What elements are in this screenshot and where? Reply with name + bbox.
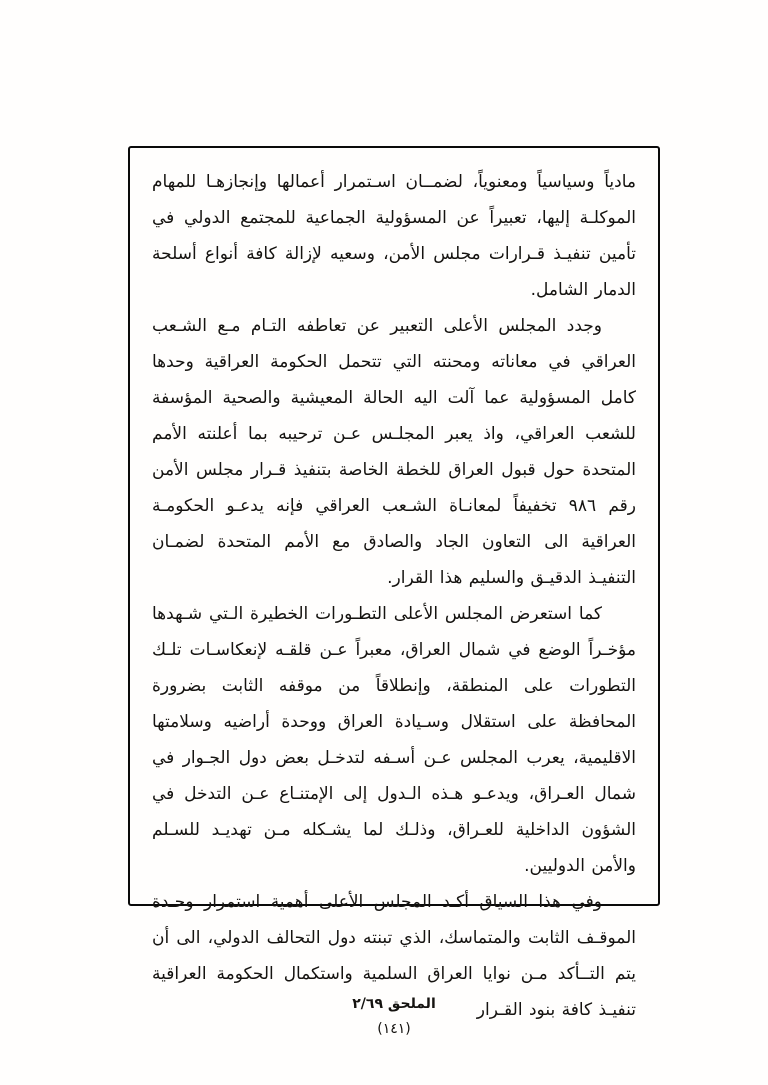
page-footer [128, 996, 660, 1037]
page-number: (١٤١) [377, 1021, 411, 1037]
paragraph-coalition-position: وفي هذا السياق أكـد المجلس الأعلى أهمية استمرار وحـدة الموقـف الثابت والمتماسك، الذي تبنته دول التحالف الدولي، الى أن يتم التــأكد مـن نوايا العراق السلمية واستكمال الحكومة العراقية تنفيـذ كافة بنود القـرار [152, 892, 636, 1020]
paragraph-continuation: مادياً وسياسياً ومعنوياً، لضمــان اسـتمرار أعمالها وإنجازهـا للمهام الموكلـة إليها، تعبيراً عن المسؤولية الجماعية للمجتمع الدولي في تأمين تنفيـذ قـرارات مجلس الأمن، وسعيه لإزالة كافة أنواع أسلحة الدمار الشامل. [152, 172, 636, 300]
paragraph-northern-iraq: كما استعرض المجلس الأعلى التطـورات الخطيرة الـتي شـهدها مؤخـراً الوضع في شمال العراق، معبراً عـن قلقـه لإنعكاسـات تلـك التطورات على المنطقة، وإنطلاقاً من موقفه الثابت بضرورة المحافظة على استقلال وسـيادة العراق ووحدة أراضيه وسلامتها الاقليمية، يعرب المجلس عـن أسـفه لتدخـل بعض دول الجـوار في شمال العـراق، ويدعـو هـذه الـدول إلى الإمتنـاع عـن التدخل في الشؤون الداخلية للعـراق، وذلـك لما يشـكله مـن تهديـد للسـلم والأمن الدوليين. [152, 604, 636, 876]
annex-label: الملحق ٢/٦٩ [352, 996, 436, 1012]
paragraph-solidarity: وجدد المجلس الأعلى التعبير عن تعاطفه التـام مـع الشـعب العراقي في معاناته ومحنته التي تتحمل الحكومة العراقية وحدها كامل المسؤولية عما آلت اليه الحالة المعيشية والصحية المؤسفة للشعب العراقي، واذ يعبر المجلـس عـن ترحيبه بما أعلنته الأمم المتحدة حول قبول العراق للخطة الخاصة بتنفيذ قـرار مجلس الأمن رقم ٩٨٦ تخفيفاً لمعانـاة الشـعب العراقي فإنه يدعـو الحكومـة العراقية الى التعاون الجاد والصادق مع الأمم المتحدة لضمـان التنفيـذ الدقيـق والسليم هذا القرار. [152, 316, 636, 588]
